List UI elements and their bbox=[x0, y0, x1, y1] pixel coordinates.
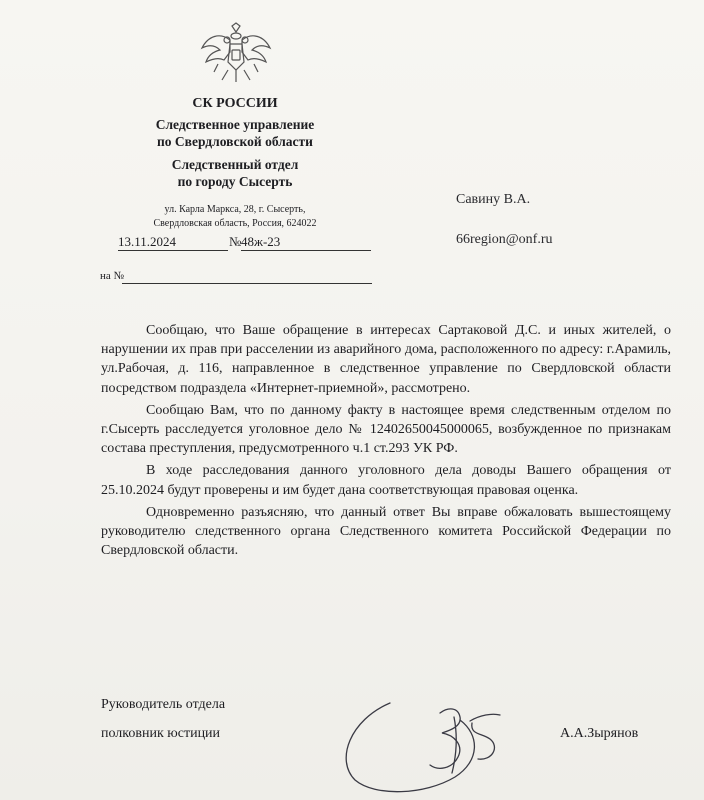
organization-name: СК РОССИИ bbox=[192, 96, 278, 111]
signer-rank: полковник юстиции bbox=[101, 726, 221, 741]
reply-reference-label: на № bbox=[100, 270, 125, 282]
handwritten-signature bbox=[330, 665, 520, 800]
address-line: Свердловская область, Россия, 624022 bbox=[153, 218, 317, 229]
registration-number: 48ж-23 bbox=[241, 234, 371, 251]
department-name bbox=[80, 116, 390, 150]
unit-name bbox=[80, 156, 390, 190]
registration-number-label: № bbox=[229, 234, 242, 249]
department-line: по Свердловской области bbox=[157, 134, 313, 149]
body-paragraph: В ходе расследования данного уголовного дела доводы Вашего обращения от 25.10.2024 будут проверены и им будет дана соответствующая правовая оценка. bbox=[101, 463, 671, 498]
sender-address bbox=[80, 203, 390, 231]
address-line: ул. Карла Маркса, 28, г. Сысерть, bbox=[164, 204, 306, 215]
letter-body bbox=[101, 321, 671, 563]
unit-line: Следственный отдел bbox=[171, 157, 299, 172]
double-headed-eagle-emblem-icon bbox=[196, 22, 276, 86]
body-paragraph: Сообщаю, что Ваше обращение в интересах Сартаковой Д.С. и иных жителей, о нарушении их прав при расселении из аварийного дома, расположенного по адресу: г.Арамиль, ул.Рабочая, д. 116, направленное в следственное управление по Свердловской области посредством подраздела «Интернет-приемной», рассмотрено. bbox=[101, 323, 671, 396]
unit-line: по городу Сысерть bbox=[177, 174, 293, 189]
recipient-email: 66region@onf.ru bbox=[456, 232, 553, 247]
registration-date bbox=[118, 234, 228, 251]
signer-position: Руководитель отдела bbox=[101, 697, 226, 712]
department-line: Следственное управление bbox=[155, 117, 315, 132]
body-paragraph: Сообщаю Вам, что по данному факту в настоящее время следственным отделом по г.Сысерть расследуется уголовное дело № 12402650045000065, возбужденное по признакам состава преступления, предусмотренного ч.1 ст.293 УК РФ. bbox=[101, 402, 671, 457]
body-paragraph: Одновременно разъясняю, что данный ответ Вы вправе обжаловать вышестоящему руководителю следственного органа Следственного комитета Российской Федерации по Свердловской области. bbox=[101, 504, 671, 559]
recipient-name: Савину В.А. bbox=[456, 192, 531, 207]
reply-reference-line bbox=[122, 283, 372, 284]
signer-name: А.А.Зырянов bbox=[560, 726, 639, 741]
registration-date-value: 13.11.2024 bbox=[118, 234, 228, 251]
